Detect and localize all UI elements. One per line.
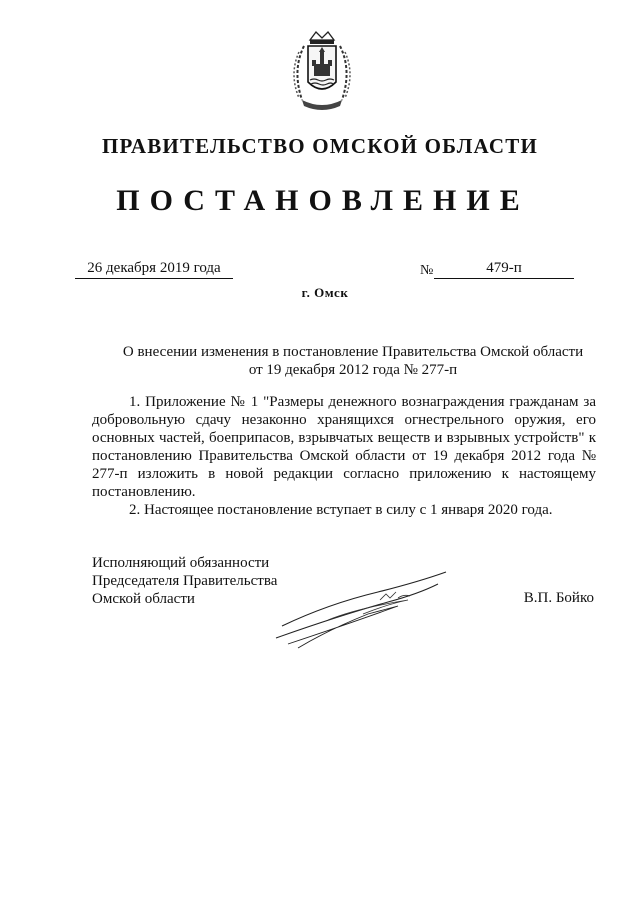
signatory-name: В.П. Бойко bbox=[523, 590, 594, 606]
body-paragraph-2: 2. Настоящее постановление вступает в силу с 1 января 2020 года. bbox=[129, 502, 553, 518]
body-paragraph-1: 1. Приложение № 1 "Размеры денежного вознаграждения гражданам за добровольную сдачу незаконно хранящихся огнестрельного оружия, его основных частей, боеприпасов, взрывчатых веществ и взрывных устройств" к постановлению Правительства Омской области от 19 декабря 2012 года № 277-п изложить в новой редакции согласно приложению к настоящему постановлению. bbox=[92, 394, 596, 500]
signatory-position bbox=[92, 554, 277, 608]
document-date: 26 декабря 2019 года bbox=[75, 260, 233, 279]
position-line-1: Исполняющий обязанности bbox=[92, 555, 270, 571]
document-body bbox=[92, 393, 596, 519]
number-label: № bbox=[420, 263, 434, 278]
document-subject bbox=[110, 343, 596, 379]
city: г. Омск bbox=[301, 285, 349, 300]
subject-line-2: от 19 декабря 2012 года № 277-п bbox=[248, 362, 458, 378]
handwritten-signature-icon bbox=[268, 564, 458, 654]
coat-of-arms-icon bbox=[290, 30, 354, 110]
position-line-2: Председателя Правительства bbox=[92, 573, 278, 589]
government-title: ПРАВИТЕЛЬСТВО ОМСКОЙ ОБЛАСТИ bbox=[101, 134, 538, 158]
position-line-3: Омской области bbox=[92, 591, 195, 607]
document-type-title: ПОСТАНОВЛЕНИЕ bbox=[116, 184, 530, 217]
document-number: 479-п bbox=[434, 260, 574, 279]
subject-line-1: О внесении изменения в постановление Правительства Омской области bbox=[122, 344, 584, 360]
